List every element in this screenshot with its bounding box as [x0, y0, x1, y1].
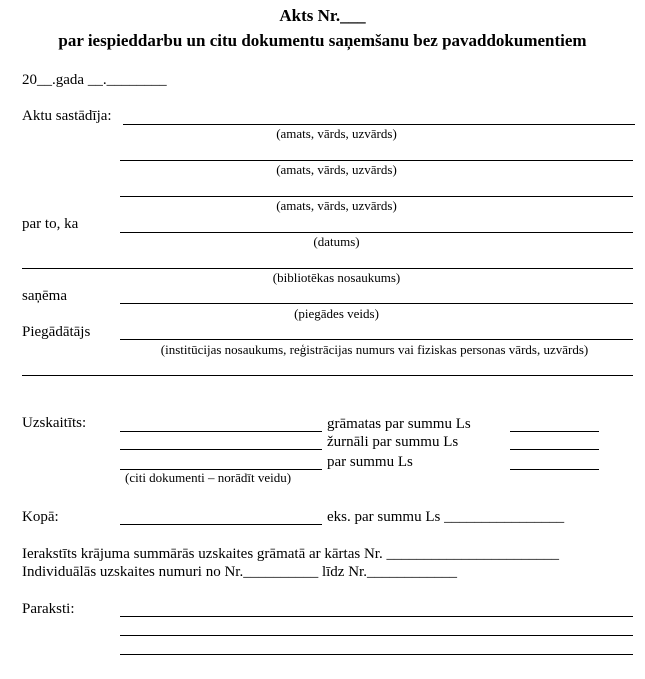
- library-line[interactable]: [22, 268, 633, 269]
- journals-text: žurnāli par summu Ls: [327, 434, 459, 450]
- other-sum-line[interactable]: [510, 469, 599, 470]
- composer-caption-2: (amats, vārds, uzvārds): [276, 162, 397, 177]
- date-line: 20__.gada __.________: [22, 72, 167, 88]
- act-subtitle: par iespieddarbu un citu dokumentu saņemšanu bez pavaddokumentiem: [58, 31, 587, 50]
- registry-line-1: Ierakstīts krājuma summārās uzskaites grāmatā ar kārtas Nr. _______________________: [22, 546, 559, 562]
- books-qty-line[interactable]: [120, 431, 322, 432]
- supplier-label: Piegādātājs: [22, 324, 91, 340]
- accounted-label: Uzskaitīts:: [22, 415, 87, 431]
- books-text: grāmatas par summu Ls: [327, 416, 471, 432]
- total-text: eks. par summu Ls ________________: [327, 509, 565, 525]
- registry-line-2: Individuālās uzskaites numuri no Nr.__________ līdz Nr.____________: [22, 564, 457, 580]
- signature-line-3[interactable]: [120, 654, 633, 655]
- journals-qty-line[interactable]: [120, 449, 322, 450]
- composer-caption-3: (amats, vārds, uzvārds): [276, 198, 397, 213]
- about-label: par to, ka: [22, 216, 79, 232]
- received-label: saņēma: [22, 288, 67, 304]
- date-caption: (datums): [313, 234, 360, 249]
- composer-line-2[interactable]: [120, 160, 633, 161]
- other-caption: (citi dokumenti – norādīt veidu): [125, 470, 292, 485]
- act-title: Akts Nr.___: [279, 6, 366, 25]
- total-qty-line[interactable]: [120, 524, 322, 525]
- composer-line-1[interactable]: [123, 124, 635, 125]
- composers-label: Aktu sastādīja:: [22, 108, 112, 124]
- supplier-line-2[interactable]: [22, 375, 633, 376]
- supplier-line[interactable]: [120, 339, 633, 340]
- supplier-caption: (institūcijas nosaukums, reģistrācijas numurs vai fiziskas personas vārds, uzvārds): [160, 342, 589, 357]
- total-label: Kopā:: [22, 509, 59, 525]
- signature-line-1[interactable]: [120, 616, 633, 617]
- composer-caption-1: (amats, vārds, uzvārds): [276, 126, 397, 141]
- books-sum-line[interactable]: [510, 431, 599, 432]
- library-caption: (bibliotēkas nosaukums): [272, 270, 401, 285]
- composer-line-3[interactable]: [120, 196, 633, 197]
- delivery-caption: (piegādes veids): [294, 306, 379, 321]
- signatures-label: Paraksti:: [22, 601, 75, 617]
- other-text: par summu Ls: [327, 454, 413, 470]
- signature-line-2[interactable]: [120, 635, 633, 636]
- journals-sum-line[interactable]: [510, 449, 599, 450]
- about-date-line[interactable]: [120, 232, 633, 233]
- received-line[interactable]: [120, 303, 633, 304]
